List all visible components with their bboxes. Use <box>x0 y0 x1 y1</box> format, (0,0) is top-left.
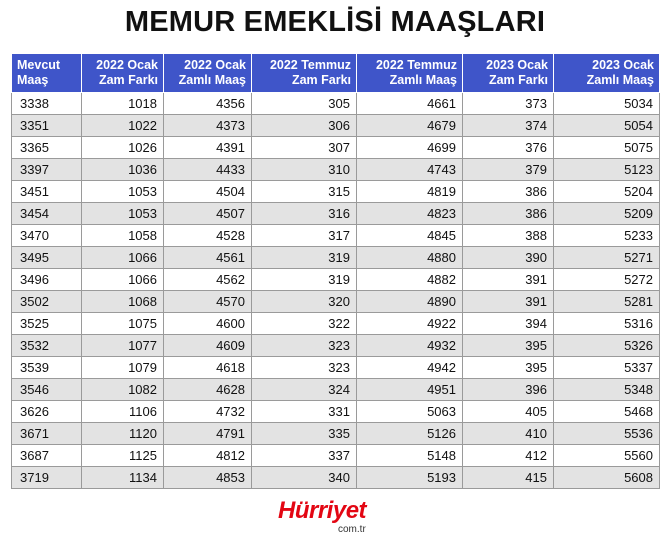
table-row <box>12 159 660 181</box>
table-cell: 5193 <box>357 467 463 489</box>
table-cell: 405 <box>463 401 554 423</box>
table-cell: 331 <box>252 401 357 423</box>
table-cell: 319 <box>252 247 357 269</box>
table-cell: 5337 <box>554 357 660 379</box>
table-cell: 315 <box>252 181 357 203</box>
table-cell: 3451 <box>12 181 82 203</box>
column-header-line: Mevcut <box>17 58 61 72</box>
table-cell: 5148 <box>357 445 463 467</box>
table-cell: 3626 <box>12 401 82 423</box>
table-cell: 3687 <box>12 445 82 467</box>
table-cell: 4951 <box>357 379 463 401</box>
table-cell: 5272 <box>554 269 660 291</box>
table-cell: 4433 <box>164 159 252 181</box>
column-header-line: 2022 Temmuz <box>375 58 457 72</box>
table-cell: 3525 <box>12 313 82 335</box>
table-cell: 4507 <box>164 203 252 225</box>
table-cell: 4942 <box>357 357 463 379</box>
table-row <box>12 401 660 423</box>
table-cell: 4628 <box>164 379 252 401</box>
column-header-line: 2022 Ocak <box>184 58 246 72</box>
table-row <box>12 115 660 137</box>
table-cell: 5209 <box>554 203 660 225</box>
table-cell: 4743 <box>357 159 463 181</box>
table-cell: 316 <box>252 203 357 225</box>
table-cell: 396 <box>463 379 554 401</box>
table-cell: 4732 <box>164 401 252 423</box>
column-header-3 <box>252 54 357 93</box>
table-row <box>12 93 660 115</box>
column-header-line: 2023 Ocak <box>592 58 654 72</box>
table-cell: 3532 <box>12 335 82 357</box>
table-row <box>12 467 660 489</box>
table-cell: 376 <box>463 137 554 159</box>
table-cell: 5326 <box>554 335 660 357</box>
table-cell: 1022 <box>82 115 164 137</box>
table-cell: 1134 <box>82 467 164 489</box>
table-cell: 3671 <box>12 423 82 445</box>
table-cell: 1066 <box>82 247 164 269</box>
table-cell: 4570 <box>164 291 252 313</box>
table-cell: 5608 <box>554 467 660 489</box>
column-header-line: 2022 Ocak <box>96 58 158 72</box>
table-cell: 320 <box>252 291 357 313</box>
table-cell: 4679 <box>357 115 463 137</box>
table-cell: 1018 <box>82 93 164 115</box>
table-cell: 388 <box>463 225 554 247</box>
hurriyet-logo <box>278 497 398 539</box>
table-cell: 307 <box>252 137 357 159</box>
table-cell: 1082 <box>82 379 164 401</box>
table-cell: 4880 <box>357 247 463 269</box>
table-row <box>12 423 660 445</box>
table-cell: 4562 <box>164 269 252 291</box>
table-row <box>12 269 660 291</box>
column-header-line: Zam Farkı <box>488 73 548 87</box>
table-row <box>12 379 660 401</box>
table-cell: 3454 <box>12 203 82 225</box>
table-cell: 4853 <box>164 467 252 489</box>
table-cell: 3397 <box>12 159 82 181</box>
table-cell: 5054 <box>554 115 660 137</box>
table-cell: 5123 <box>554 159 660 181</box>
table-cell: 5075 <box>554 137 660 159</box>
table-cell: 3470 <box>12 225 82 247</box>
column-header-line: 2022 Temmuz <box>269 58 351 72</box>
table-cell: 1058 <box>82 225 164 247</box>
table-cell: 323 <box>252 335 357 357</box>
table-cell: 4600 <box>164 313 252 335</box>
table-cell: 4528 <box>164 225 252 247</box>
table-cell: 5316 <box>554 313 660 335</box>
column-header-4 <box>357 54 463 93</box>
table-cell: 306 <box>252 115 357 137</box>
table-row <box>12 357 660 379</box>
table-cell: 4609 <box>164 335 252 357</box>
table-row <box>12 291 660 313</box>
table-cell: 1066 <box>82 269 164 291</box>
table-cell: 4823 <box>357 203 463 225</box>
table-cell: 1106 <box>82 401 164 423</box>
column-header-line: Zamlı Maaş <box>389 73 457 87</box>
table-row <box>12 137 660 159</box>
table-cell: 373 <box>463 93 554 115</box>
logo-brand: Hürriyet <box>278 497 367 524</box>
table-cell: 4504 <box>164 181 252 203</box>
table-cell: 394 <box>463 313 554 335</box>
table-cell: 415 <box>463 467 554 489</box>
table-cell: 5348 <box>554 379 660 401</box>
table-cell: 4812 <box>164 445 252 467</box>
table-cell: 3351 <box>12 115 82 137</box>
header-row <box>12 54 660 93</box>
table-cell: 4661 <box>357 93 463 115</box>
column-header-6 <box>554 54 660 93</box>
table-row <box>12 247 660 269</box>
table-cell: 1026 <box>82 137 164 159</box>
table-cell: 324 <box>252 379 357 401</box>
table-cell: 4922 <box>357 313 463 335</box>
table-cell: 5468 <box>554 401 660 423</box>
table-cell: 3719 <box>12 467 82 489</box>
column-header-line: Zamlı Maaş <box>178 73 246 87</box>
table-cell: 5281 <box>554 291 660 313</box>
table-cell: 391 <box>463 269 554 291</box>
table-cell: 340 <box>252 467 357 489</box>
column-header-2 <box>164 54 252 93</box>
column-header-5 <box>463 54 554 93</box>
table-cell: 3502 <box>12 291 82 313</box>
table-cell: 4819 <box>357 181 463 203</box>
table-cell: 5034 <box>554 93 660 115</box>
table-cell: 412 <box>463 445 554 467</box>
table-cell: 5204 <box>554 181 660 203</box>
table-cell: 1075 <box>82 313 164 335</box>
table-cell: 395 <box>463 335 554 357</box>
table-cell: 5126 <box>357 423 463 445</box>
table-cell: 3338 <box>12 93 82 115</box>
table-cell: 4373 <box>164 115 252 137</box>
table-cell: 3496 <box>12 269 82 291</box>
table-cell: 310 <box>252 159 357 181</box>
table-cell: 4932 <box>357 335 463 357</box>
table-cell: 322 <box>252 313 357 335</box>
table-cell: 4618 <box>164 357 252 379</box>
page-title: MEMUR EMEKLİSİ MAAŞLARI <box>124 6 546 38</box>
table-row <box>12 225 660 247</box>
table-cell: 5271 <box>554 247 660 269</box>
column-header-line: Maaş <box>17 73 49 87</box>
table-body <box>12 93 660 489</box>
table-cell: 4699 <box>357 137 463 159</box>
table-cell: 4356 <box>164 93 252 115</box>
column-header-line: Zam Farkı <box>291 73 351 87</box>
table-cell: 319 <box>252 269 357 291</box>
table-row <box>12 181 660 203</box>
column-header-line: Zam Farkı <box>98 73 158 87</box>
column-header-line: 2023 Ocak <box>486 58 548 72</box>
table-cell: 5233 <box>554 225 660 247</box>
table-cell: 1068 <box>82 291 164 313</box>
table-cell: 337 <box>252 445 357 467</box>
table-cell: 305 <box>252 93 357 115</box>
table-cell: 317 <box>252 225 357 247</box>
table-cell: 386 <box>463 181 554 203</box>
logo-domain: com.tr <box>338 524 366 535</box>
table-cell: 3546 <box>12 379 82 401</box>
table-cell: 1120 <box>82 423 164 445</box>
table-cell: 1053 <box>82 203 164 225</box>
table-cell: 323 <box>252 357 357 379</box>
table-cell: 379 <box>463 159 554 181</box>
table-cell: 4561 <box>164 247 252 269</box>
table-cell: 1125 <box>82 445 164 467</box>
table-cell: 5536 <box>554 423 660 445</box>
column-header-1 <box>82 54 164 93</box>
table-cell: 4391 <box>164 137 252 159</box>
table-cell: 3365 <box>12 137 82 159</box>
table-row <box>12 335 660 357</box>
table-cell: 1079 <box>82 357 164 379</box>
table-cell: 1036 <box>82 159 164 181</box>
table-cell: 395 <box>463 357 554 379</box>
table-cell: 386 <box>463 203 554 225</box>
column-header-line: Zamlı Maaş <box>586 73 654 87</box>
table-cell: 1077 <box>82 335 164 357</box>
table-cell: 3539 <box>12 357 82 379</box>
table-cell: 374 <box>463 115 554 137</box>
table-cell: 335 <box>252 423 357 445</box>
table-cell: 5560 <box>554 445 660 467</box>
table-cell: 410 <box>463 423 554 445</box>
table-cell: 4890 <box>357 291 463 313</box>
table-cell: 390 <box>463 247 554 269</box>
table-cell: 5063 <box>357 401 463 423</box>
column-header-0 <box>12 54 82 93</box>
table-cell: 4791 <box>164 423 252 445</box>
table-cell: 3495 <box>12 247 82 269</box>
table-row <box>12 445 660 467</box>
salary-table <box>11 53 660 489</box>
table-row <box>12 203 660 225</box>
table-cell: 4845 <box>357 225 463 247</box>
table-cell: 391 <box>463 291 554 313</box>
table-row <box>12 313 660 335</box>
table-cell: 4882 <box>357 269 463 291</box>
table-cell: 1053 <box>82 181 164 203</box>
